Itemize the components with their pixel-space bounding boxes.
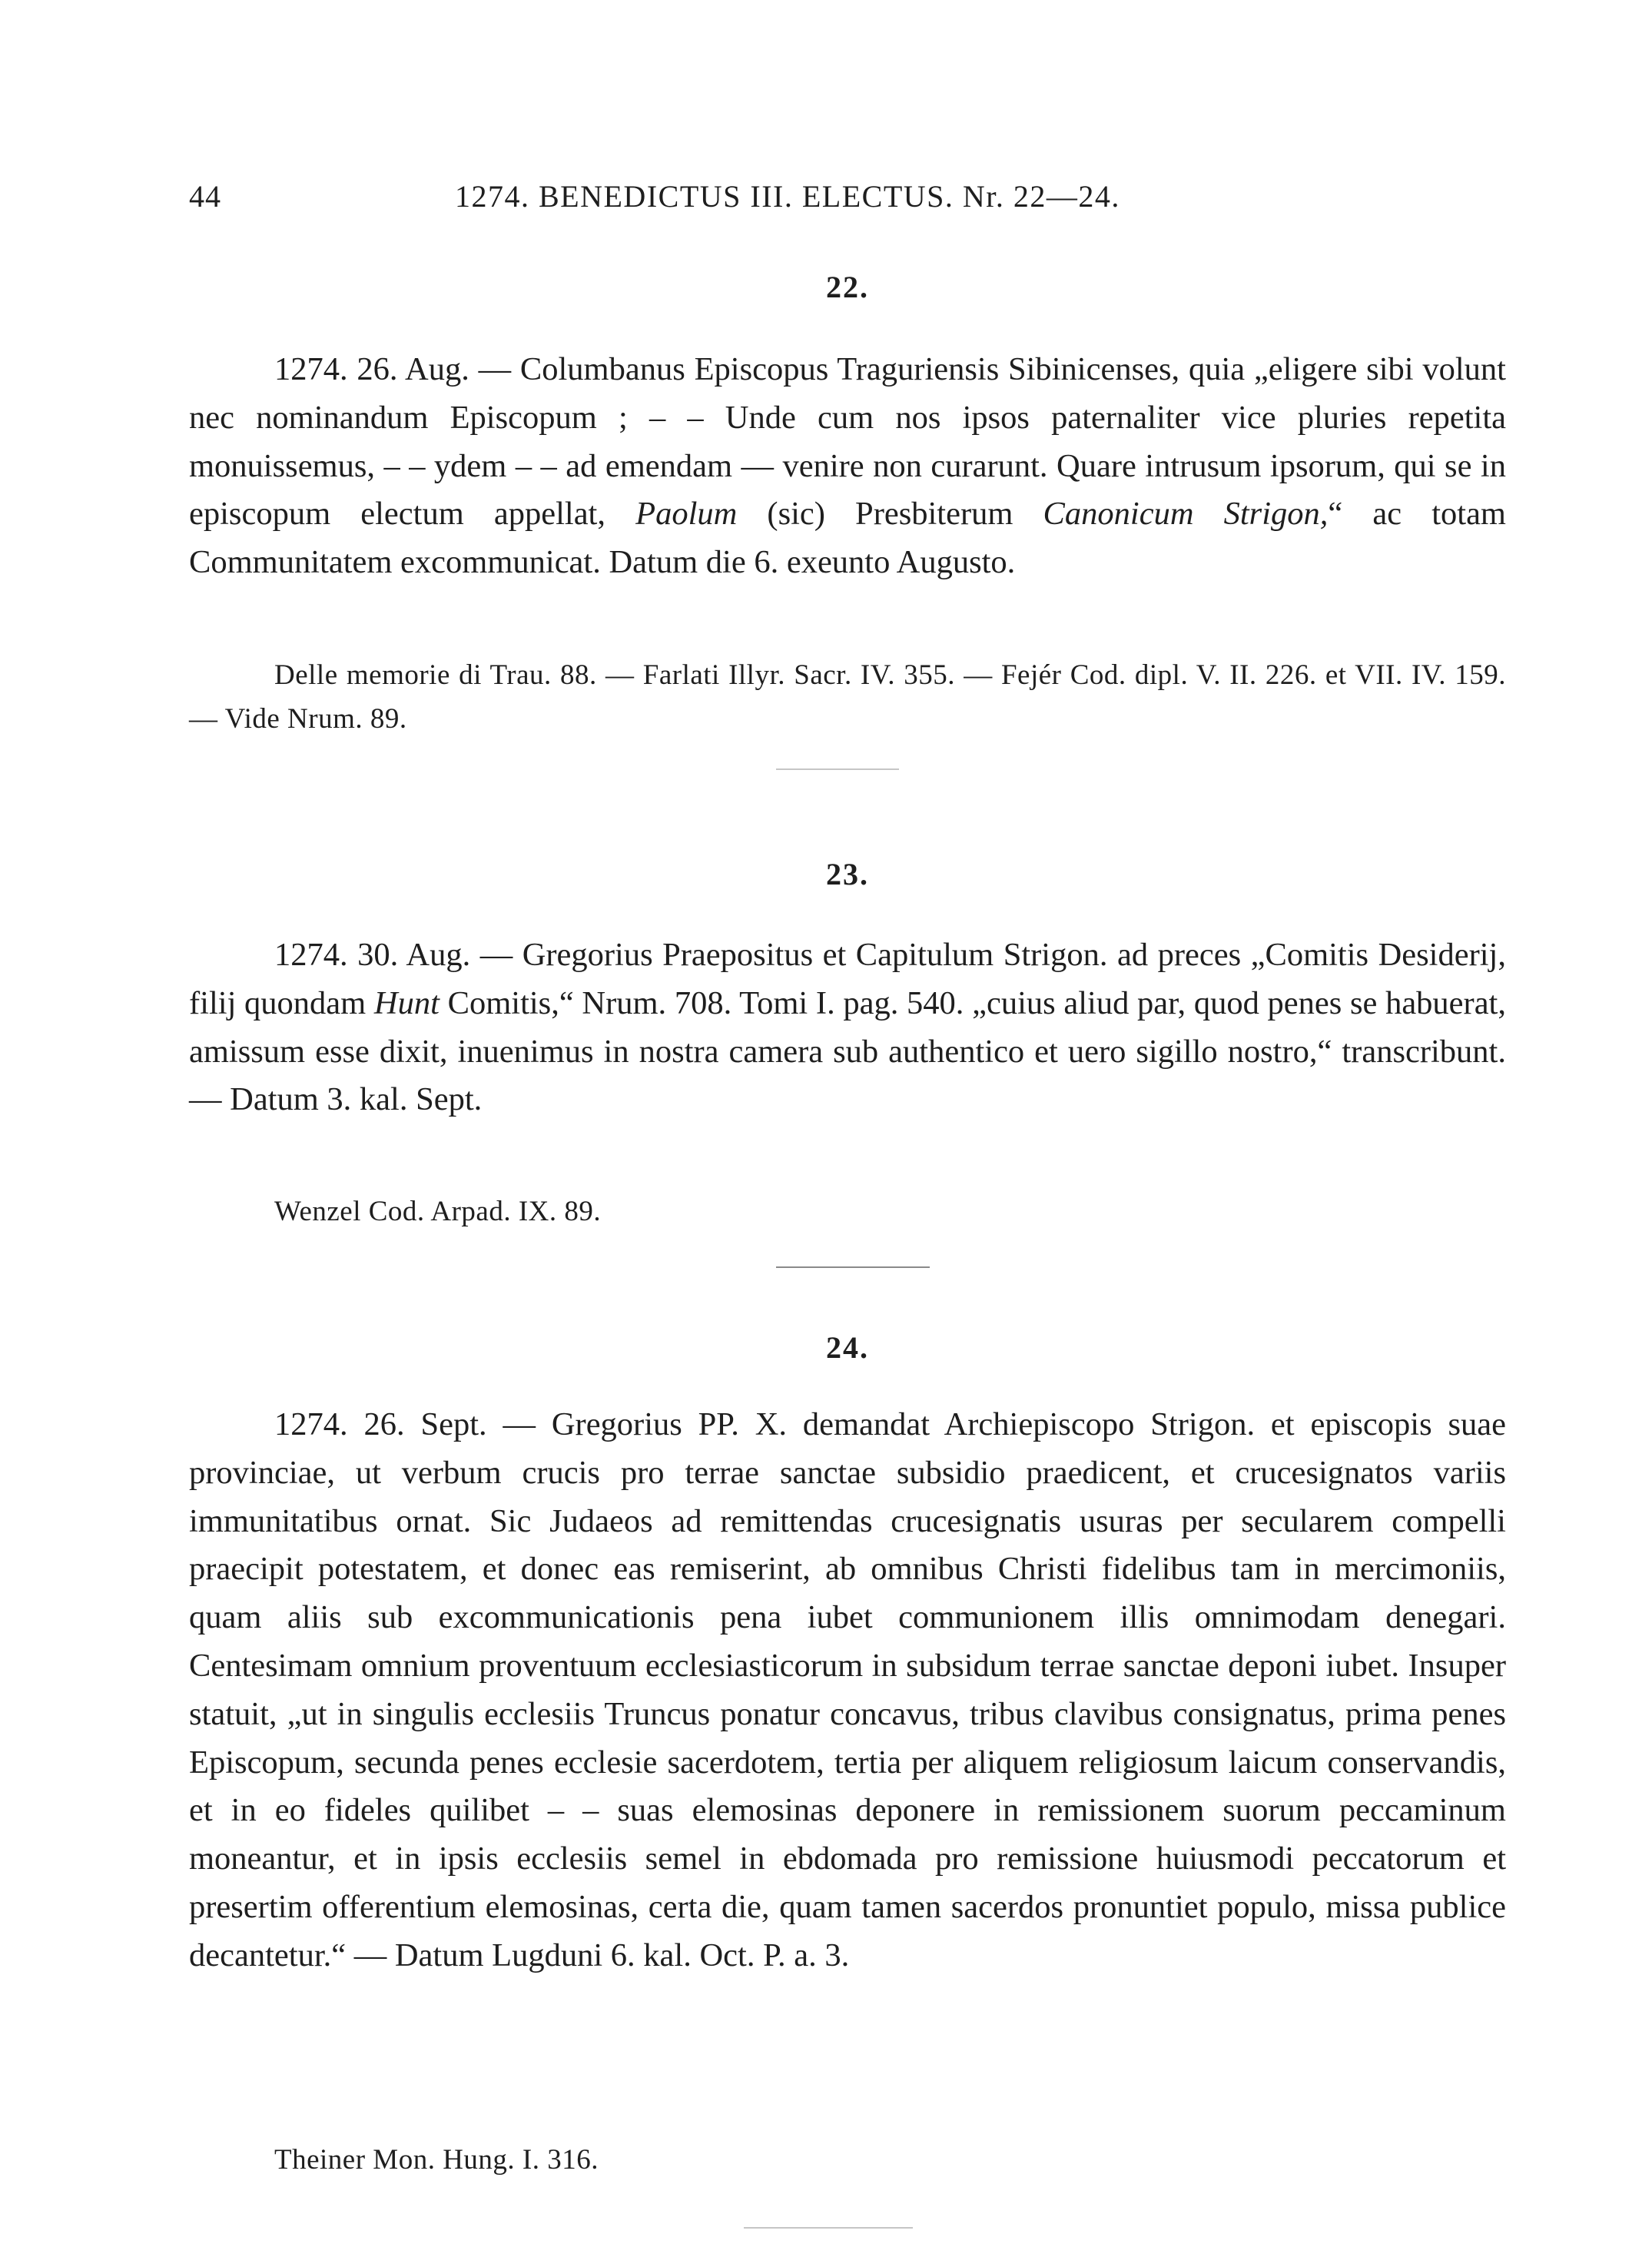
entry-23-source: Wenzel Cod. Arpad. IX. 89. — [274, 1196, 602, 1227]
entry-23-text-part-1: 1274. 30. Aug. — Gregorius Praepositus et Capitulum Strigon. ad preces „Comitis Desiderij, filij quondam — [189, 937, 1506, 1021]
entry-22-italic-title: Canonicum Strigon, — [1043, 496, 1329, 533]
entry-23-text — [189, 931, 1506, 1124]
entry-number-24: 24. — [826, 1330, 869, 1365]
entry-22-text-part-1: 1274. 26. Aug. — Columbanus Episcopus Traguriensis Sibinicenses, quia „eligere sibi volunt nec nominandum Episcopum ; – – Unde cum nos ipsos paternaliter vice pluries repetita monuissemus, – – ydem – – ad emendam — venire non curarunt. Quare intrusum ipsorum, qui se in episcopum electum appellat, — [189, 351, 1506, 533]
entry-24-source: Theiner Mon. Hung. I. 316. — [274, 2144, 599, 2176]
entry-number-23: 23. — [826, 857, 869, 891]
entry-22-text-part-2: (sic) Presbiterum — [737, 496, 1043, 533]
section-divider — [776, 1266, 930, 1268]
entry-24-text: 1274. 26. Sept. — Gregorius PP. X. demandat Archiepiscopo Strigon. et episcopis suae provinciae, ut verbum crucis pro terrae sanctae subsidio praedicent, et crucesignatos variis immunitatibus ornat. Sic Judaeos ad remittendas crucesignatis usuras per secularem compelli praecipit potestatem, et donec eas remiserint, ab omnibus Christi fidelibus tam in mercimoniis, quam aliis sub excommunicationis pena iubet communionem illis omnimodam denegari. Centesimam omnium proventuum ecclesiasticorum in subsidum terrae sanctae deponi iubet. Insuper statuit, „ut in singulis ecclesiis Truncus ponatur concavus, tribus clavibus consignatus, prima penes Episcopum, secunda penes ecclesie sacerdotem, tertia per aliquem religiosum laicum conservandis, et in eo fideles quilibet – – suas elemosinas deponere in remissionem suorum peccaminum moneantur, et in ipsis ecclesiis semel in ebdomada pro remissione huiusmodi peccatorum et presertim offerentium elemosinas, certa die, quam tamen sacerdos pronuntiet populo, missa publice decantetur.“ — Datum Lugduni 6. kal. Oct. P. a. 3. — [189, 1406, 1506, 1973]
entry-number-22: 22. — [826, 270, 869, 304]
entry-22-text — [189, 346, 1506, 587]
running-header — [189, 178, 1506, 224]
entry-22-text-part-3: “ ac totam Communitatem excommunicat. Datum die 6. exeunto Augusto. — [189, 496, 1506, 581]
entry-23-italic-name: Hunt — [373, 984, 440, 1021]
section-divider — [744, 2227, 913, 2229]
running-title: 1274. BENEDICTUS III. ELECTUS. Nr. 22—24. — [455, 179, 1120, 214]
page-number: 44 — [189, 179, 221, 214]
entry-23-text-part-2: Comitis,“ Nrum. 708. Tomi I. pag. 540. „cuius aliud par, quod penes se habuerat, amissum esse dixit, inuenimus in nostra camera sub authentico et uero sigillo nostro,“ transcribunt. — Datum 3. kal. Sept. — [189, 984, 1506, 1118]
entry-22-source: Delle memorie di Trau. 88. — Farlati Illyr. Sacr. IV. 355. — Fejér Cod. dipl. V. II. 226. et VII. IV. 159. — Vide Nrum. 89. — [189, 659, 1506, 735]
section-divider — [776, 768, 899, 770]
entry-22-italic-name: Paolum — [635, 496, 738, 533]
